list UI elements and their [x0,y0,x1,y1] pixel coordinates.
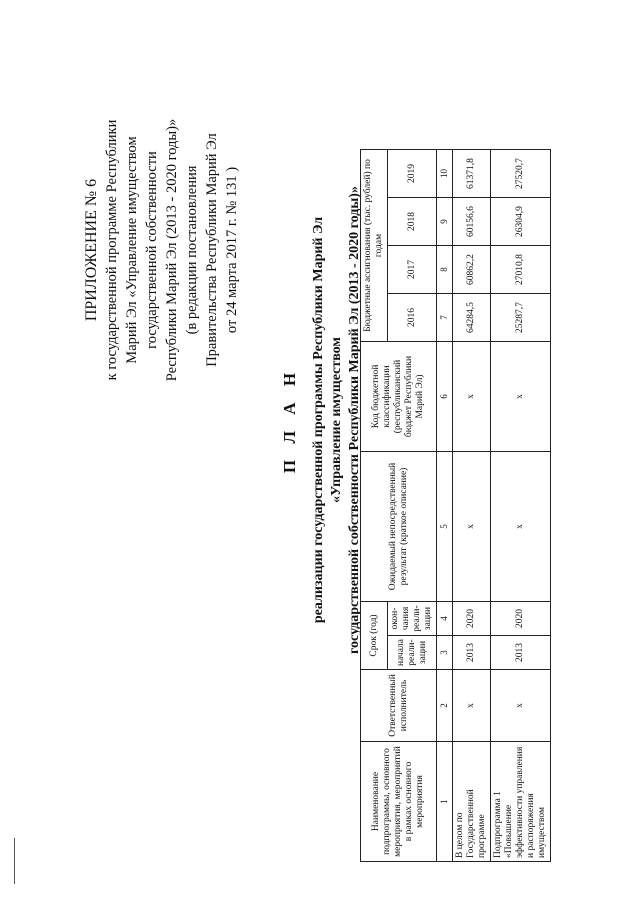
col-number: 1 [437,742,453,862]
header-result: Ожидаемый непосредственный результат (краткое описание) [361,452,437,602]
col-number: 6 [437,342,453,452]
header-term-start: начала реали- зации [388,636,437,670]
row-code: х [453,342,491,452]
plan-heading [280,180,364,660]
col-number: 9 [437,198,453,246]
header-budget: Бюджетные ассигнования (тыс. рублей) по годам [361,150,388,342]
scan-edge-mark [14,838,15,884]
row-executor: х [491,670,551,742]
row-value: 64284,5 [453,294,491,342]
table-row [491,150,551,862]
row-name: Подпрограмма 1 «Повышение эффективности управления и распоряжения имуществом [491,742,551,862]
col-number: 8 [437,246,453,294]
row-start: 2013 [491,636,551,670]
row-value: 60862,2 [453,246,491,294]
col-number: 3 [437,636,453,670]
table-row [453,150,491,862]
plan-subtitle: реализации государственной программы Республики Марий Эл «Управление имуществом [311,216,344,624]
column-number-row [437,150,453,862]
plan-title: П Л А Н [280,366,299,474]
row-end: 2020 [453,602,491,636]
row-value: 27520,7 [491,150,551,198]
header-year: 2018 [388,198,437,246]
row-code: х [491,342,551,452]
header-year: 2017 [388,246,437,294]
plan-table [360,149,551,862]
row-start: 2013 [453,636,491,670]
row-value: 25287,7 [491,294,551,342]
col-number: 7 [437,294,453,342]
document-page [20,20,620,880]
appendix-line: государственной собственности [144,151,160,349]
header-code: Код бюджетной классификации (республиканский бюджет Республики Марий Эл) [361,342,437,452]
header-term-end: окон- чания реали- зации [388,602,437,636]
appendix-line: Правительства Республики Марий Эл [204,133,220,367]
header-executor: Ответственный исполнитель [361,670,437,742]
row-end: 2020 [491,602,551,636]
header-year: 2016 [388,294,437,342]
appendix-line: Республики Марий Эл (2013 - 2020 годы)» [164,118,180,382]
col-number: 10 [437,150,453,198]
row-result: х [491,452,551,602]
row-value: 61371,8 [453,150,491,198]
appendix-block [82,110,242,390]
col-number: 5 [437,452,453,602]
row-name: В целом по Государственной программе [453,742,491,862]
appendix-line: от 24 марта 2017 г. № 131 ) [224,166,240,334]
appendix-line: к государственной программе Республики [104,119,120,381]
plan-subtitle: государственной собственности Республики Марий Эл (2013 - 2020 годы)» [347,186,362,654]
header-year: 2019 [388,150,437,198]
col-number: 4 [437,602,453,636]
col-number: 2 [437,670,453,742]
row-result: х [453,452,491,602]
appendix-title: ПРИЛОЖЕНИЕ № 6 [83,178,100,322]
row-value: 27010,8 [491,246,551,294]
row-value: 26304,9 [491,198,551,246]
header-name: Наименование подпрограммы, основного мероприятия, мероприятий в рамках основного мероприятия [361,742,437,862]
appendix-line: Марий Эл «Управление имуществом [124,136,140,364]
row-value: 60156,6 [453,198,491,246]
row-executor: х [453,670,491,742]
header-term: Срок (год) [361,602,388,670]
appendix-line: (в редакции постановления [184,165,200,335]
